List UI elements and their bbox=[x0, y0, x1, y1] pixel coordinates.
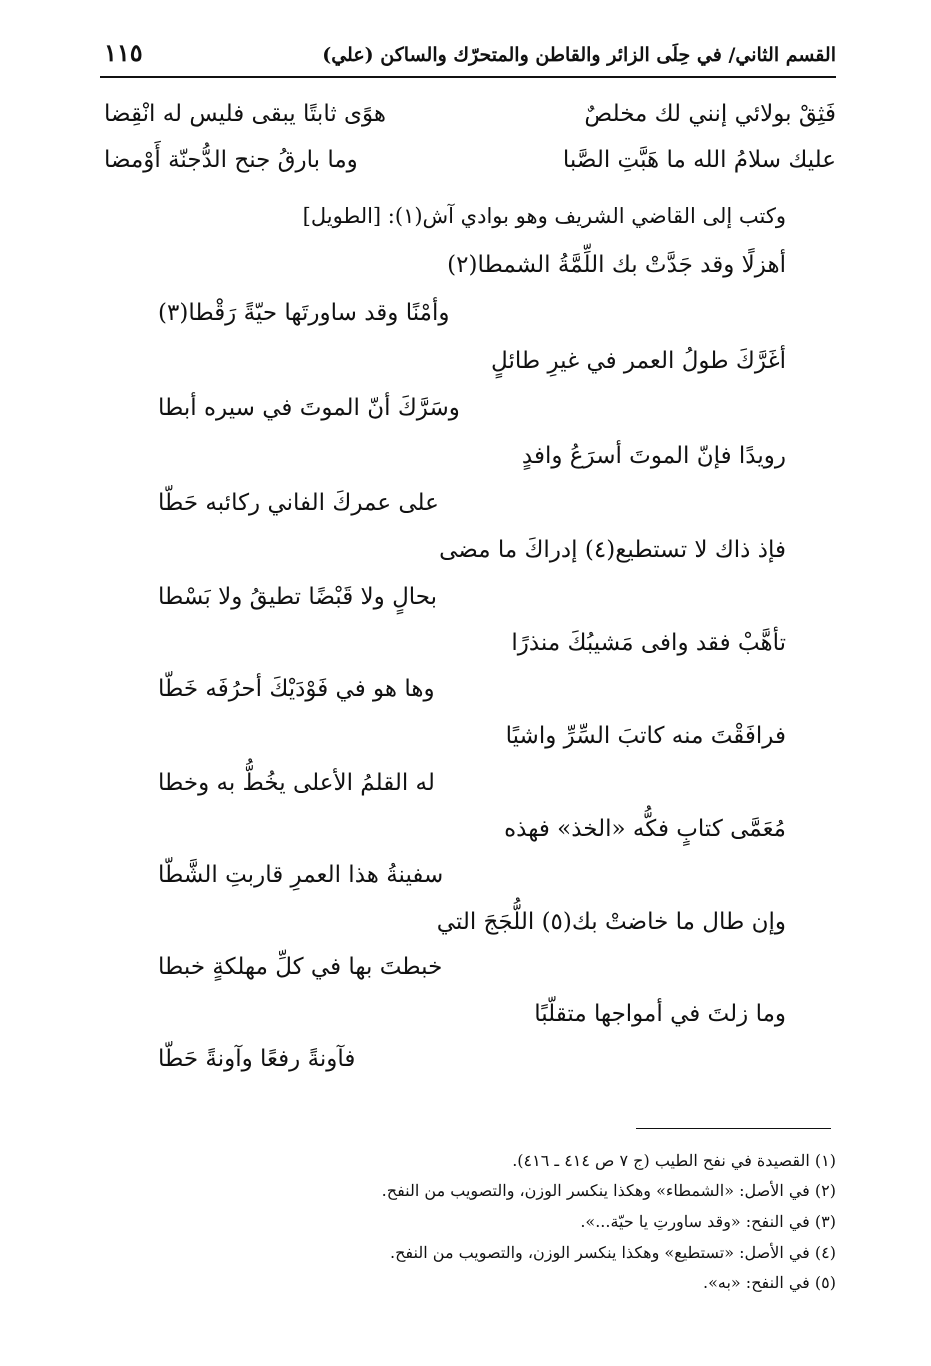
poem-line: تأهَّبْ فقد وافى مَشيبُكَ منذرًا bbox=[511, 630, 786, 656]
verse-right-hemistich: عليك سلامُ الله ما هَبَّتِ الصَّبا bbox=[562, 147, 836, 173]
verse-left-hemistich: هوًى ثابتًا يبقى فليس له انْقِضا bbox=[104, 101, 387, 127]
poem-line: رويدًا فإنّ الموتَ أسرَعُ وافدٍ bbox=[521, 443, 786, 469]
page-number: ١١٥ bbox=[104, 38, 143, 67]
verse-couplet bbox=[104, 94, 836, 134]
poem-line: فإذ ذاك لا تستطيع(٤) إدراكَ ما مضى bbox=[439, 537, 786, 563]
poem-line: على عمركَ الفاني ركائبه حَطّا bbox=[158, 490, 439, 516]
verse-left-hemistich: وما بارقُ جنح الدُّجنّة أَوْمضا bbox=[104, 147, 358, 173]
poem-line: وإن طال ما خاضتْ بك(٥) اللُّجَجَ التي bbox=[436, 909, 786, 935]
poem-line: أهزلًا وقد جَدَّتْ بك اللِّمَّةُ الشمطا(٢) bbox=[447, 252, 786, 278]
poem-line: وسَرَّكَ أنّ الموتَ في سيره أبطا bbox=[158, 395, 460, 421]
footnote: (٢) في الأصل: «الشمطاء» وهكذا ينكسر الوزن، والتصويب من النفح. bbox=[381, 1181, 836, 1200]
footnote: (٤) في الأصل: «تستطيع» وهكذا ينكسر الوزن، والتصويب من النفح. bbox=[390, 1243, 836, 1262]
poem-introduction: وكتب إلى القاضي الشريف وهو بوادي آش(١): [الطويل] bbox=[302, 204, 786, 228]
poem-line: وها هو في فَوْدَيْكَ أحرُفَه خَطّا bbox=[158, 676, 435, 702]
poem-line: وأمْنًا وقد ساورتَها حيّةً رَقْطا(٣) bbox=[158, 300, 450, 326]
verse-right-hemistich: فَثِقْ بولائي إنني لك مخلصٌ bbox=[584, 101, 836, 127]
running-header: القسم الثاني/ في حِلَى الزائر والقاطن والمتحرّك والساكن (علي) bbox=[322, 44, 836, 66]
header-rule bbox=[100, 76, 836, 78]
poem-line: خبطتَ بها في كلِّ مهلكةٍ خبطا bbox=[158, 954, 443, 980]
footnote: (٣) في النفح: «وقد ساورتِ يا حيّة...». bbox=[580, 1212, 836, 1231]
poem-line: بحالٍ ولا قَبْضًا تطيقُ ولا بَسْطا bbox=[158, 584, 438, 610]
poem-line: فآونةً رفعًا وآونةً حَطّا bbox=[158, 1046, 356, 1072]
verse-couplet bbox=[104, 140, 836, 180]
poem-line: سفينةُ هذا العمرِ قاربتِ الشَّطّا bbox=[158, 862, 444, 888]
poem-line: فرافَقْتَ منه كاتبَ السِّرِّ واشيًا bbox=[505, 723, 786, 749]
poem-line: وما زلتَ في أمواجها متقلّبًا bbox=[534, 1001, 786, 1027]
poem-line: مُعَمَّى كتابٍ فكُّه «الخذ» فهذه bbox=[504, 816, 786, 842]
poem-line: له القلمُ الأعلى يخُطُّ به وخطا bbox=[158, 770, 435, 796]
footnote-separator bbox=[636, 1128, 831, 1129]
footnote: (٥) في النفح: «به». bbox=[703, 1273, 836, 1292]
poem-line: أغَرَّكَ طولُ العمر في غيرِ طائلٍ bbox=[491, 348, 786, 374]
footnote: (١) القصيدة في نفح الطيب (ج ٧ ص ٤١٤ ـ ٤١٦). bbox=[512, 1151, 836, 1170]
